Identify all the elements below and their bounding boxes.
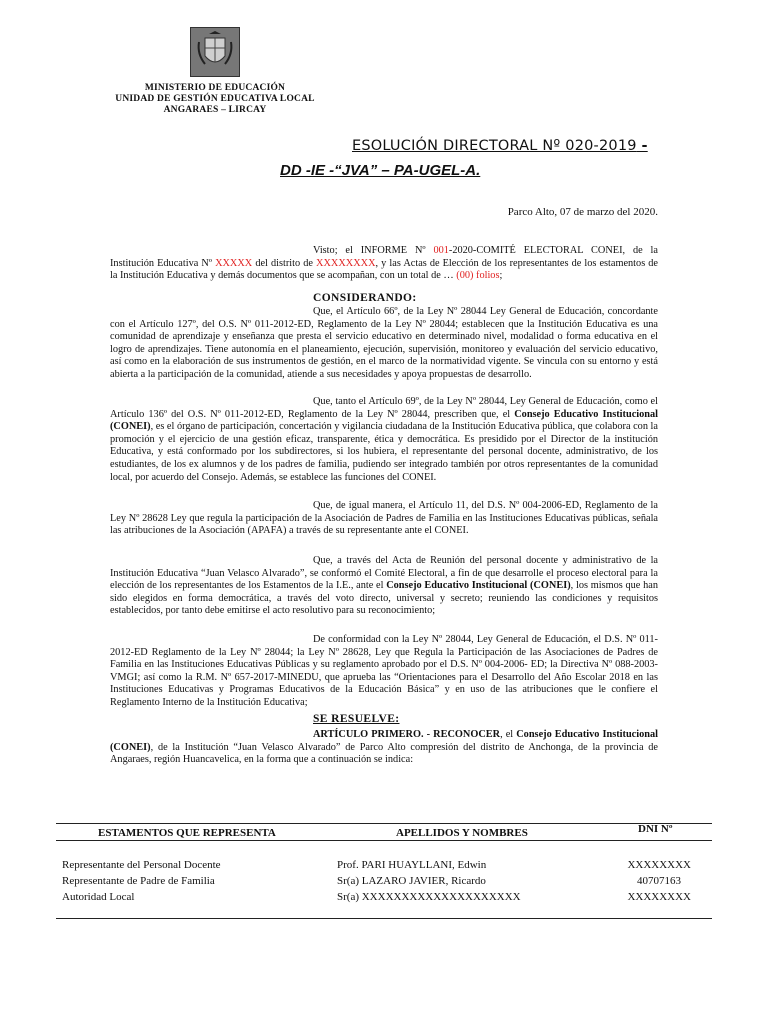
considerando-paragraph-2: [110, 396, 658, 484]
district-name: XXXXXXXX: [316, 257, 376, 269]
table-row-3-nombre: Sr(a) XXXXXXXXXXXXXXXXXXXX: [337, 891, 521, 903]
visto-paragraph: [110, 245, 658, 283]
considerando-text-1: Que, el Artículo 66º, de la Ley Nº 28044 Ley General de Educación, concordante con el Artículo 127º, del O.S. Nº 011-2012-ED, Reglamento de la Ley Nº 28044; establecen que la Institución Educativa es una comunidad de aprendizaje y enseñanza que presta el servicio educativo en determinado nivel, modalidad o forma educativa en el logro de aprendizajes. Tiene autonomía en el planeamiento, ejecución, supervisión, monitoreo y evaluación del servicio educativo, así como en la elaboración de sus instrumentos de gestión, en el marco de la normatividad vigente. Se vincula con su entorno y está abierta a la participación de la comunidad, atiende a sus necesidades y apoya propuestas de desarrollo.: [110, 306, 658, 380]
considerando-paragraph-1: [110, 306, 658, 382]
articulo-text-b: , el: [500, 729, 517, 740]
considerando-heading: CONSIDERANDO:: [313, 292, 417, 304]
p3-text: Que, de igual manera, el Artículo 11, del D.S. Nº 004-2006-ED, Reglamento de la Ley Nº 28628 Ley que regula la participación de la Asociación de Padres de Familia en las Instituciones Educativas públicas, señala las atribuciones de la Asociación (APAFA) a través de su representante ante el CONEI.: [110, 500, 658, 537]
table-row-3-estamento: Autoridad Local: [62, 891, 135, 903]
p4-text-c: , los mismos que han sido elegidos en forma democrática, a través del voto directo, universal y secreto; reuniendo las condiciones y requisitos establecidos, por tanto debe emitirse el acto resolutivo para su reconocimiento;: [110, 580, 658, 617]
visto-text-5: ;: [499, 270, 503, 282]
resolution-code: DD -IE -“JVA” – PA-UGEL-A.: [280, 162, 481, 179]
table-bottom-rule: [56, 918, 712, 919]
document-date: Parco Alto, 07 de marzo del 2020.: [507, 206, 658, 218]
ministry-line-3: ANGARAES – LIRCAY: [163, 105, 267, 115]
coat-of-arms-emblem: [190, 27, 240, 77]
p2-text-c: , es el órgano de participación, concertación y vigilancia ciudadana de la Institución Educativa pública, que colabora con la promoción y el ejercicio de una gestión eficaz, transparente, ética y democrática. Es presidido por el Director de la institución Educativa, y está conformado por los subdirectores, si los hubiera, el representante del personal docente, administrativo, de los estudiantes, de los ex alumnos y de los padres de familia, pudiendo ser integrado también por otros representantes de la comunidad local, por acuerdo del Consejo. Además, se establece las funciones del CONEI.: [110, 421, 658, 483]
considerando-paragraph-5: [110, 634, 658, 710]
p2-text-a: Que, tanto el Artículo 69º, de la Ley Nº 28044, Ley General de Educación, como el Artículo 136º del O.S. Nº 011-2012-ED, Reglamento de la Ley Nº 28044, prescriben que, el: [110, 396, 658, 420]
considerando-paragraph-3: [110, 500, 658, 538]
p2-conei-bold: Consejo Educativo Institucional (CONEI): [110, 408, 659, 433]
resolution-title-text: ESOLUCIÓN DIRECTORAL Nº 020-2019: [352, 138, 637, 154]
folios-count: (00) folios: [456, 270, 500, 282]
articulo-primero-paragraph: [110, 729, 658, 767]
visto-text-2: -2020-COMITÉ ELECTORAL CONEI, de la Institución Educativa Nº: [110, 245, 658, 269]
table-top-rule: [56, 823, 712, 824]
shield-icon: [191, 28, 239, 76]
table-row-2-dni: 40707163: [637, 875, 681, 887]
visto-text-1: Visto; el INFORME Nº: [313, 245, 434, 256]
visto-text-3: del distrito de: [252, 257, 317, 269]
resolution-title-dash: -: [641, 138, 648, 154]
considerando-paragraph-4: [110, 555, 658, 618]
informe-number: 001: [433, 245, 449, 256]
ie-number: XXXXX: [215, 257, 253, 269]
table-header-nombres: APELLIDOS Y NOMBRES: [396, 827, 528, 839]
resolution-title: [352, 138, 648, 154]
table-row-3-dni: XXXXXXXX: [627, 891, 691, 903]
ministry-line-1: MINISTERIO DE EDUCACIÓN: [144, 83, 286, 93]
p4-text-a: Que, a través del Acta de Reunión del personal docente y administrativo de la Institución Educativa “Juan Velasco Alvarado”, se conformó el Comité Electoral, a fin de que desarrolle el proceso electoral para la elección de los representantes de los Estamentos de la I.E., ante el: [110, 555, 658, 592]
p5-text: De conformidad con la Ley Nº 28044, Ley General de Educación, el D.S. Nº 011-2012-ED Reglamento de la Ley Nº 28044; la Ley Nº 28628, Ley que Regula la Participación de las Asociaciones de Padres de Familia en las Instituciones Educativas Públicas y su reglamento aprobado por el D.S. Nº 004-2006- ED; la Directiva Nº 088-2003-VMGI; así como la R.M. Nº 657-2017-MINEDU, que aprueba las “Orientaciones para el Desarrollo del Año Escolar 2018 en las Instituciones Educativas y Programas Educativos de la Educación Básica” y en uso de las atribuciones que le confiere el Reglamento Interno de la Institución Educativa;: [110, 634, 658, 708]
p4-conei-bold: Consejo Educativo Institucional (CONEI): [386, 580, 571, 592]
se-resuelve-heading: SE RESUELVE:: [313, 713, 400, 725]
ministry-line-2: UNIDAD DE GESTIÓN EDUCATIVA LOCAL: [115, 94, 315, 104]
table-row-1-nombre: Prof. PARI HUAYLLANI, Edwin: [337, 859, 487, 871]
table-row-1-estamento: Representante del Personal Docente: [62, 859, 221, 871]
visto-text-4: , y las Actas de Elección de los representantes de los estamentos de la Institución Educativa y demás documentos que se acompañan, con un total de …: [110, 257, 658, 282]
table-row-1-dni: XXXXXXXX: [627, 859, 691, 871]
table-header-estamentos: ESTAMENTOS QUE REPRESENTA: [98, 827, 276, 839]
ministry-header: [100, 83, 330, 116]
table-row-2-estamento: Representante de Padre de Familia: [62, 875, 215, 887]
articulo-text-d: , de la Institución “Juan Velasco Alvarado” de Parco Alto compresión del distrito de Anchonga, de la provincia de Angaraes, región Huancavelica, en la forma que a continuación se indica:: [110, 741, 658, 766]
table-header-rule: [56, 840, 712, 841]
table-header-dni: DNI Nº: [638, 823, 673, 835]
articulo-conei-bold: Consejo Educativo Institucional (CONEI): [110, 729, 659, 753]
articulo-primero-label: ARTÍCULO PRIMERO. - RECONOCER: [313, 729, 501, 740]
table-row-2-nombre: Sr(a) LAZARO JAVIER, Ricardo: [337, 875, 486, 887]
